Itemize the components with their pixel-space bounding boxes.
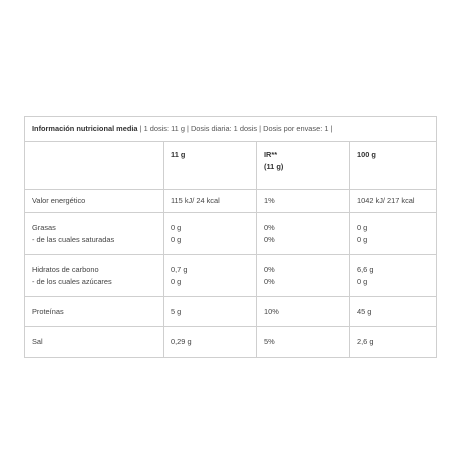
- row-per-dose-value: 5 g: [171, 306, 182, 316]
- row-per-dose-subvalue: 0 g: [171, 276, 182, 286]
- row-ir-value: 0%: [264, 222, 275, 232]
- row-ir: [256, 297, 349, 326]
- table-title-details: | 1 dosis: 11 g | Dosis diaria: 1 dosis | Dosis por envase: 1 |: [137, 124, 333, 133]
- header-per-100: [349, 142, 436, 189]
- row-label-text: Proteínas: [32, 306, 64, 316]
- row-per-dose-subvalue: 0 g: [171, 234, 182, 244]
- row-per-100-value: 2,6 g: [357, 337, 374, 346]
- row-label: [25, 213, 163, 254]
- row-ir-value: 1%: [264, 196, 275, 205]
- row-per-100-value: 1042 kJ/ 217 kcal: [357, 196, 415, 205]
- row-label-text: Grasas: [32, 222, 56, 232]
- row-ir-subvalue: 0%: [264, 276, 275, 286]
- row-per-100-subvalue: 0 g: [357, 276, 368, 286]
- table-title-strong: Información nutricional media: [32, 124, 138, 133]
- row-per-100: [349, 255, 436, 296]
- row-ir: [256, 255, 349, 296]
- row-per-dose: [163, 213, 256, 254]
- row-label: [25, 255, 163, 296]
- table-row: [25, 255, 436, 297]
- row-label-text: Hidratos de carbono: [32, 264, 99, 274]
- row-ir-value: 0%: [264, 264, 275, 274]
- row-ir: [256, 327, 349, 357]
- row-per-100: [349, 327, 436, 357]
- row-label-text: Valor energético: [32, 196, 86, 205]
- nutrition-table: [24, 116, 437, 358]
- row-per-dose-value: 0 g: [171, 222, 182, 232]
- table-row: [25, 327, 436, 357]
- row-per-100-value: 0 g: [357, 222, 368, 232]
- row-sublabel-text: - de las cuales saturadas: [32, 234, 115, 244]
- row-per-100: [349, 213, 436, 254]
- row-label-text: Sal: [32, 337, 43, 346]
- row-per-100-subvalue: 0 g: [357, 234, 368, 244]
- header-per-100-text: 100 g: [357, 150, 376, 159]
- row-label: [25, 297, 163, 326]
- header-per-dose-text: 11 g: [171, 150, 186, 159]
- row-per-dose-value: 0,29 g: [171, 337, 192, 346]
- row-per-100: [349, 297, 436, 326]
- row-sublabel-text: - de los cuales azúcares: [32, 276, 112, 286]
- table-row: [25, 297, 436, 327]
- table-title: [25, 117, 436, 142]
- row-per-dose-value: 115 kJ/ 24 kcal: [171, 196, 220, 205]
- row-per-dose: [163, 190, 256, 212]
- row-ir-value: 10%: [264, 306, 279, 316]
- header-per-dose: [163, 142, 256, 189]
- row-per-dose: [163, 327, 256, 357]
- row-per-100-value: 45 g: [357, 306, 372, 316]
- row-ir: [256, 213, 349, 254]
- row-label: [25, 190, 163, 212]
- header-ir: [256, 142, 349, 189]
- table-row: [25, 190, 436, 213]
- row-ir-subvalue: 0%: [264, 234, 275, 244]
- row-per-dose: [163, 297, 256, 326]
- row-ir: [256, 190, 349, 212]
- row-per-dose-value: 0,7 g: [171, 264, 188, 274]
- table-row: [25, 213, 436, 255]
- header-row: [25, 142, 436, 190]
- row-per-100: [349, 190, 436, 212]
- header-ir-subtext: (11 g): [264, 162, 284, 171]
- row-ir-value: 5%: [264, 337, 275, 346]
- header-ir-text: IR**: [264, 150, 278, 159]
- row-per-dose: [163, 255, 256, 296]
- header-empty: [25, 142, 163, 189]
- row-per-100-value: 6,6 g: [357, 264, 374, 274]
- row-label: [25, 327, 163, 357]
